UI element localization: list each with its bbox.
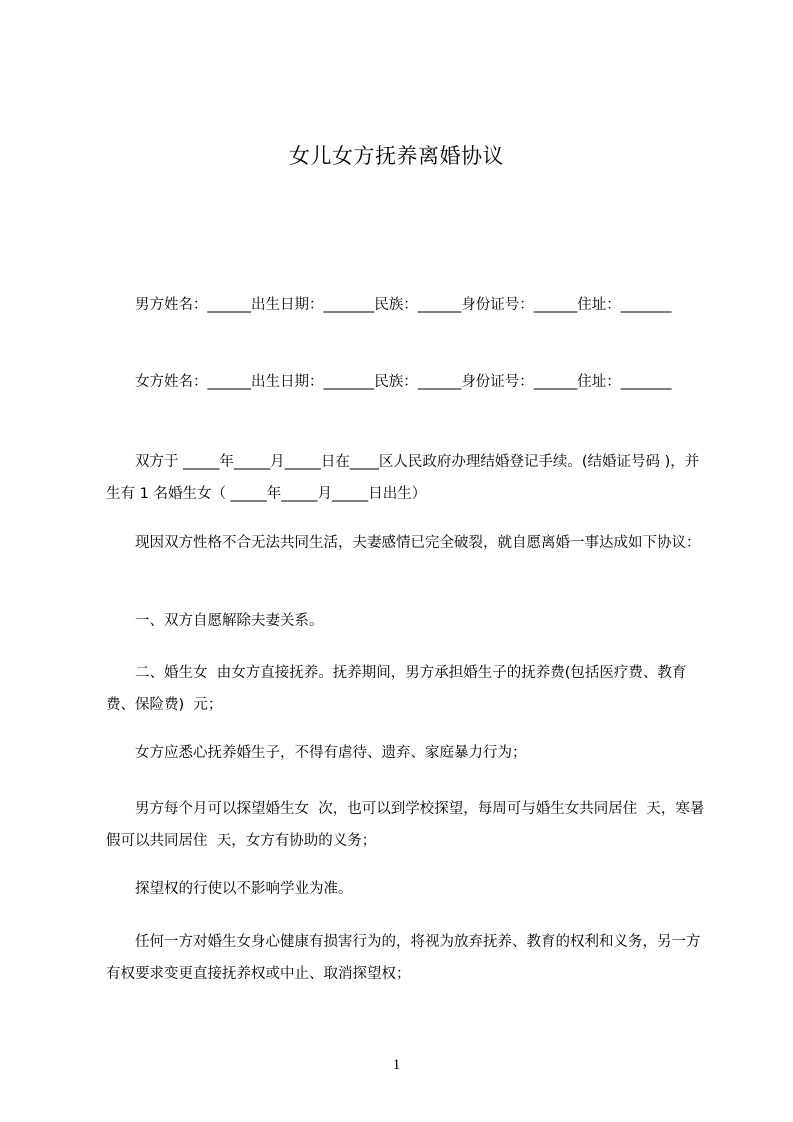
paragraph-clause-2: 二、婚生女 由女方直接抚养。抚养期间，男方承担婚生子的抚养费(包括医疗费、教育费、保险费) 元； xyxy=(106,665,687,713)
paragraph-marriage-registration: 双方于 _____年_____月_____日在____区人民政府办理结婚登记手续。(结婚证号码 )，并生有 1 名婚生女（ _____年_____月_____日出生） xyxy=(106,454,700,502)
paragraph-male-info: 男方姓名：______出生日期：_______民族：______身份证号：______住址：_______ xyxy=(135,297,672,313)
paragraph-female-info: 女方姓名：______出生日期：_______民族：______身份证号：______住址：_______ xyxy=(135,374,672,390)
paragraph-visitation: 男方每个月可以探望婚生女 次，也可以到学校探望，每周可与婚生女共同居住 天，寒暑假可以共同居住 天，女方有协助的义务； xyxy=(106,801,705,849)
paragraph-care-duty: 女方应悉心抚养婚生子，不得有虐待、遗弃、家庭暴力行为； xyxy=(135,745,527,761)
paragraph-reason: 现因双方性格不合无法共同生活，夫妻感情已完全破裂，就自愿离婚一事达成如下协议： xyxy=(135,535,701,551)
paragraph-clause-1: 一、双方自愿解除夫妻关系。 xyxy=(135,613,324,629)
paragraph-custody-change: 任何一方对婚生女身心健康有损害行为的，将视为放弃抚养、教育的权利和义务，另一方有权要求变更直接抚养权或中止、取消探望权； xyxy=(106,934,701,982)
paragraph-visitation-condition: 探望权的行使以不影响学业为准。 xyxy=(135,881,353,897)
document-title: 女儿女方抚养离婚协议 xyxy=(289,144,504,168)
page-number: 1 xyxy=(392,1057,401,1073)
